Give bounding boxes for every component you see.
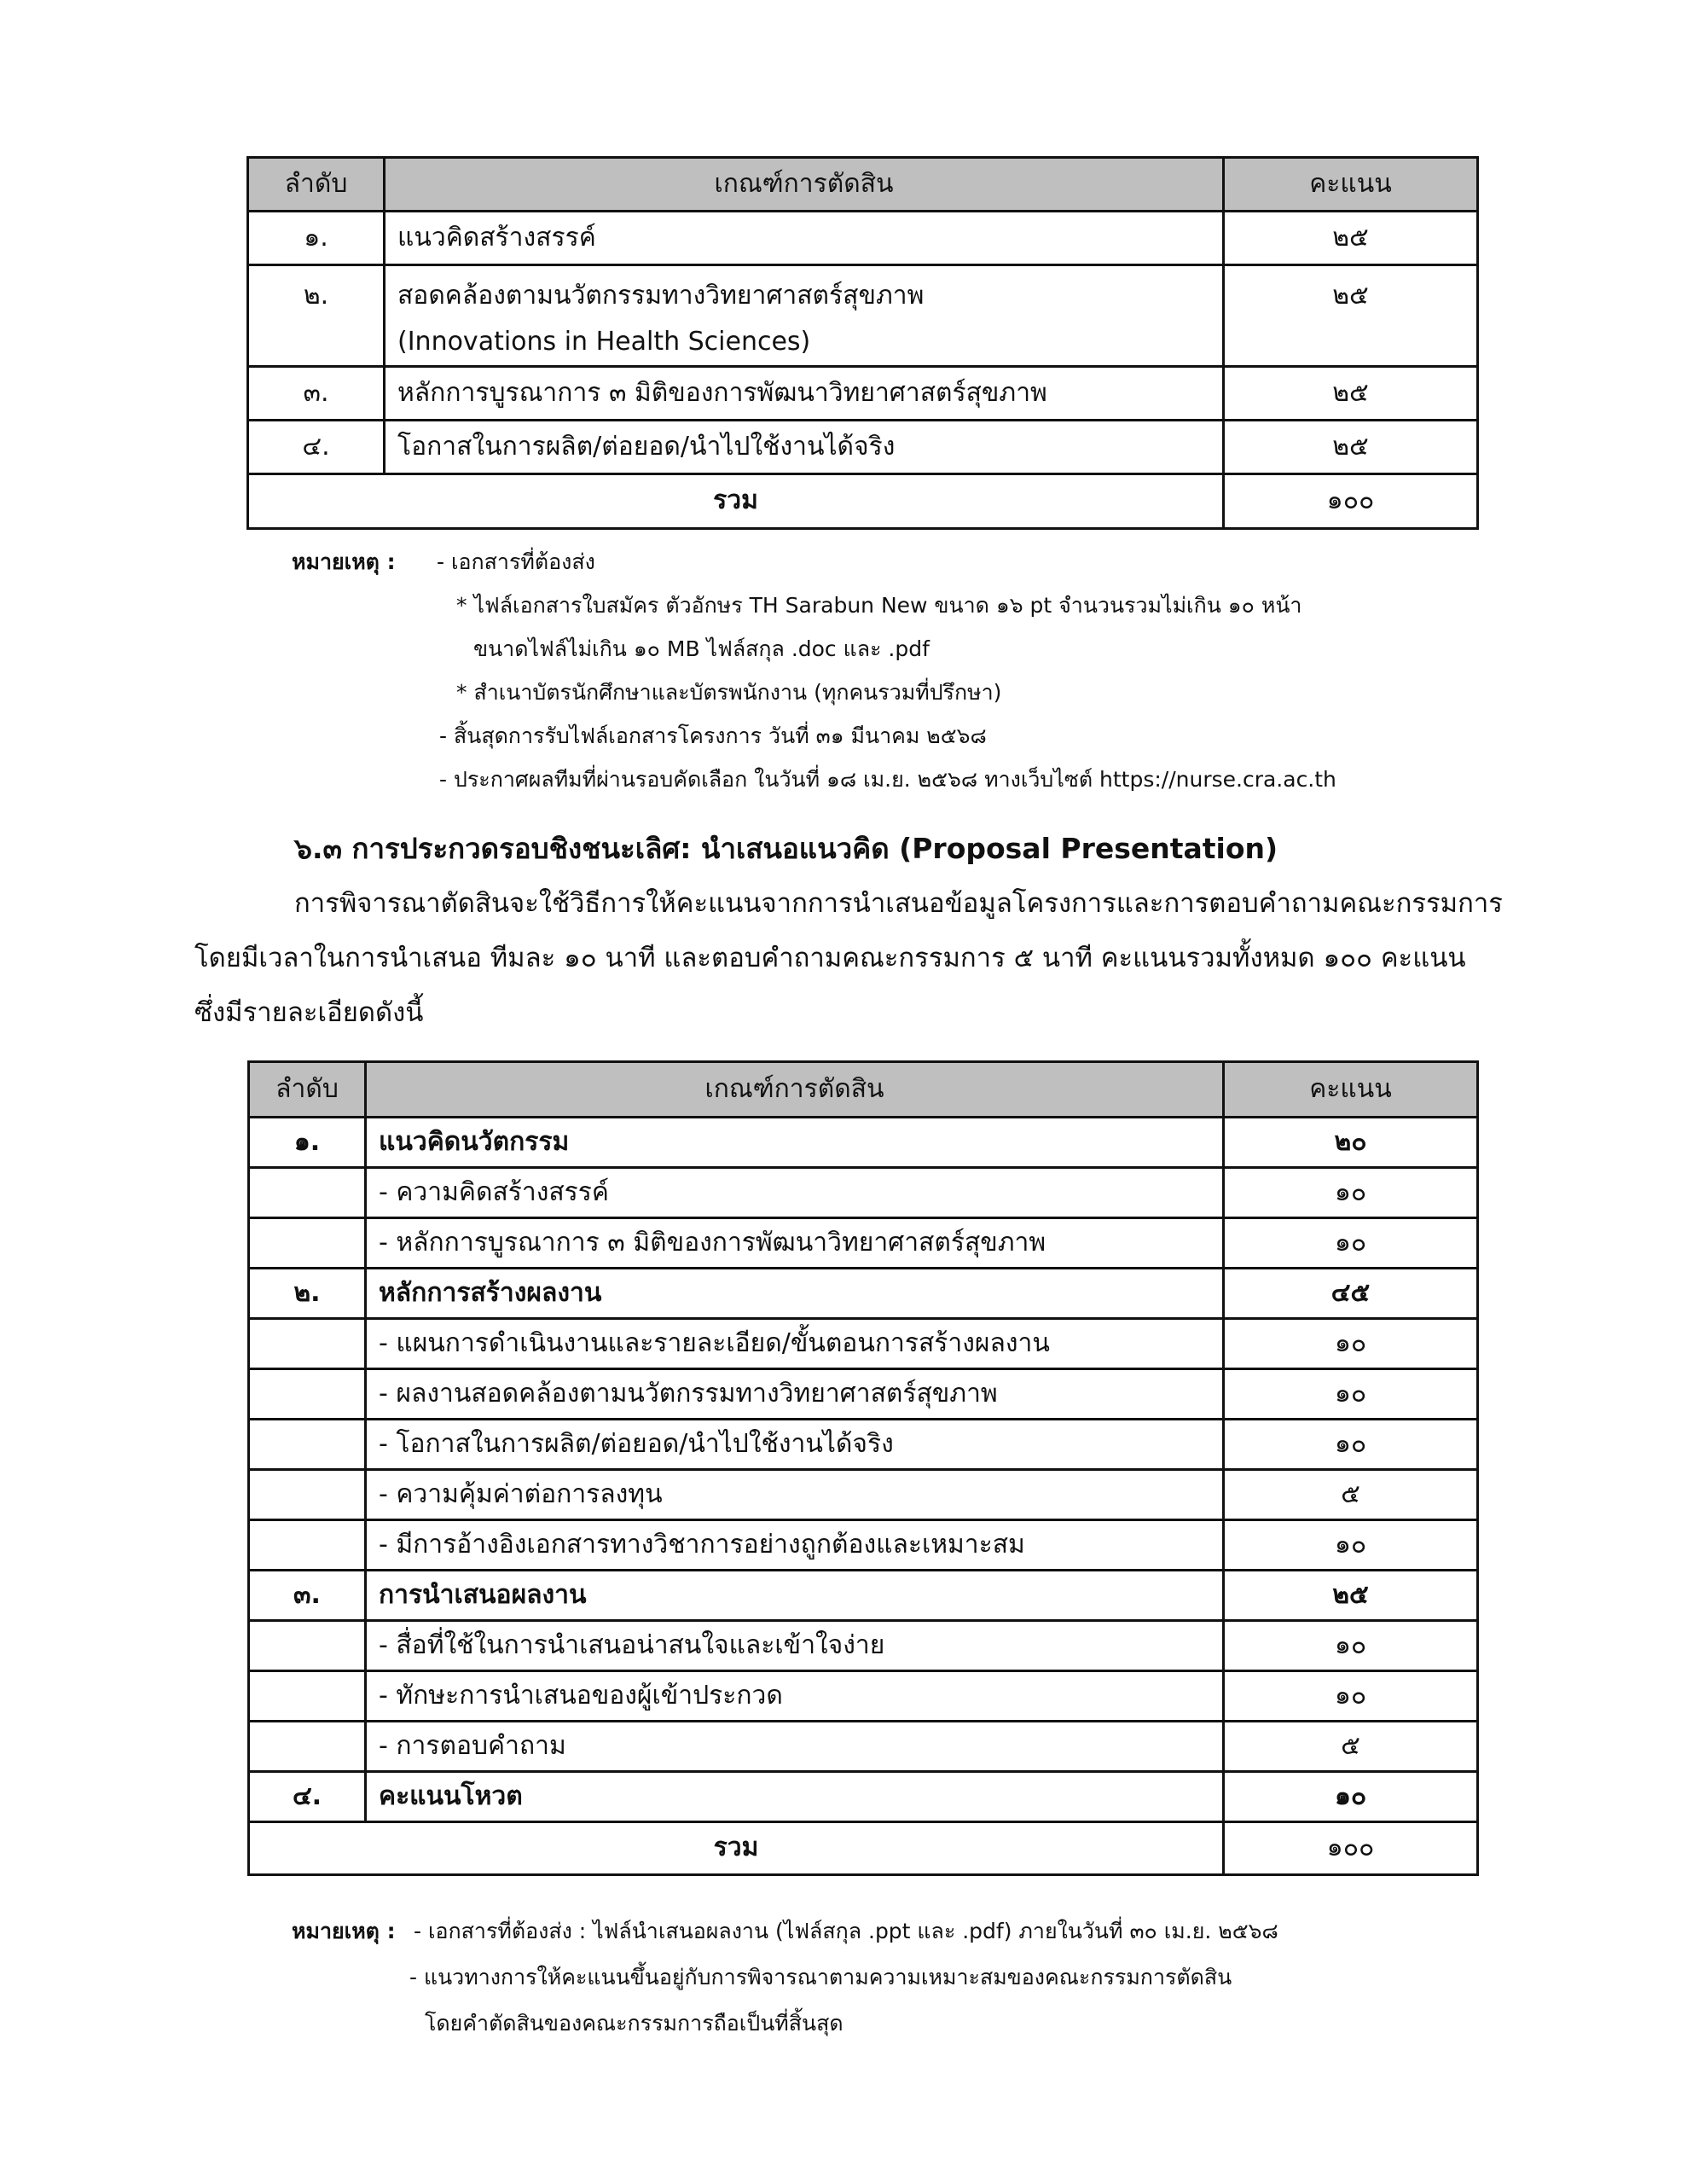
row-score: ๕ bbox=[1224, 1722, 1478, 1772]
note-line: โดยคำตัดสินของคณะกรรมการถือเป็นที่สิ้นสุด bbox=[425, 2011, 844, 2036]
row-criterion: - ทักษะการนำเสนอของผู้เข้าประกวด bbox=[366, 1671, 1224, 1722]
note-line: * สำเนาบัตรนักศึกษาและบัตรพนักงาน (ทุกคนรวมที่ปรึกษา) bbox=[456, 680, 1002, 705]
row-criterion: - แผนการดำเนินงานและรายละเอียด/ขั้นตอนการสร้างผลงาน bbox=[366, 1319, 1224, 1369]
group-row bbox=[249, 1571, 1478, 1621]
row-number bbox=[249, 1722, 366, 1772]
row-number bbox=[249, 1319, 366, 1369]
group-row bbox=[249, 1772, 1478, 1822]
row-score: ๑๐ bbox=[1224, 1621, 1478, 1671]
note-line: * ไฟล์เอกสารใบสมัคร ตัวอักษร TH Sarabun New ขนาด ๑๖ pt จำนวนรวมไม่เกิน ๑๐ หน้า bbox=[456, 593, 1302, 618]
table-header-row bbox=[249, 1062, 1478, 1118]
row-score: ๑๐ bbox=[1224, 1671, 1478, 1722]
subitem-row bbox=[249, 1671, 1478, 1722]
row-score: ๑๐ bbox=[1224, 1168, 1478, 1218]
total-label: รวม bbox=[249, 1822, 1224, 1875]
row-criterion: - มีการอ้างอิงเอกสารทางวิชาการอย่างถูกต้องและเหมาะสม bbox=[366, 1520, 1224, 1571]
final-round-criteria-table bbox=[247, 1060, 1479, 1876]
subitem-row bbox=[249, 1218, 1478, 1269]
row-score: ๕ bbox=[1224, 1470, 1478, 1520]
row-score: ๑๐ bbox=[1224, 1520, 1478, 1571]
row-criterion: - ความคิดสร้างสรรค์ bbox=[366, 1168, 1224, 1218]
header-criterion: เกณฑ์การตัดสิน bbox=[385, 158, 1224, 212]
total-score: ๑๐๐ bbox=[1224, 474, 1478, 529]
row-criterion: แนวคิดสร้างสรรค์ bbox=[385, 212, 1224, 265]
row-number: ๓. bbox=[249, 1571, 366, 1621]
row-score: ๑๐ bbox=[1224, 1369, 1478, 1420]
header-order: ลำดับ bbox=[248, 158, 385, 212]
table-row bbox=[248, 367, 1478, 421]
row-score: ๒๕ bbox=[1224, 1571, 1478, 1621]
note-line: - เอกสารที่ต้องส่ง bbox=[437, 549, 595, 574]
row-score: ๑๐ bbox=[1224, 1772, 1478, 1822]
total-score: ๑๐๐ bbox=[1224, 1822, 1478, 1875]
row-criterion: โอกาสในการผลิต/ต่อยอด/นำไปใช้งานได้จริง bbox=[385, 421, 1224, 474]
row-score: ๑๐ bbox=[1224, 1420, 1478, 1470]
row-number: ๑. bbox=[249, 1118, 366, 1168]
row-number bbox=[249, 1520, 366, 1571]
row-criterion: - สื่อที่ใช้ในการนำเสนอน่าสนใจและเข้าใจง่าย bbox=[366, 1621, 1224, 1671]
total-row bbox=[248, 474, 1478, 529]
row-score: ๒๕ bbox=[1224, 421, 1478, 474]
row-criterion: - โอกาสในการผลิต/ต่อยอด/นำไปใช้งานได้จริง bbox=[366, 1420, 1224, 1470]
header-score: คะแนน bbox=[1224, 158, 1478, 212]
paragraph-line: โดยมีเวลาในการนำเสนอ ทีมละ ๑๐ นาที และตอบคำถามคณะกรรมการ ๕ นาที คะแนนรวมทั้งหมด ๑๐๐ คะแนน bbox=[194, 943, 1466, 973]
subitem-row bbox=[249, 1369, 1478, 1420]
subitem-row bbox=[249, 1319, 1478, 1369]
group-row bbox=[249, 1118, 1478, 1168]
note-line: - เอกสารที่ต้องส่ง : ไฟล์นำเสนอผลงาน (ไฟล์สกุล .ppt และ .pdf) ภายในวันที่ ๓๐ เม.ย. ๒๕๖๘ bbox=[414, 1919, 1278, 1943]
paragraph-line: ซึ่งมีรายละเอียดดังนี้ bbox=[194, 997, 424, 1028]
row-criterion: หลักการบูรณาการ ๓ มิติของการพัฒนาวิทยาศาสตร์สุขภาพ bbox=[385, 367, 1224, 421]
subitem-row bbox=[249, 1520, 1478, 1571]
group-row bbox=[249, 1269, 1478, 1319]
row-criterion: คะแนนโหวต bbox=[366, 1772, 1224, 1822]
row-number bbox=[249, 1369, 366, 1420]
screening-criteria-table bbox=[246, 156, 1479, 530]
row-number: ๓. bbox=[248, 367, 385, 421]
row-criterion: แนวคิดนวัตกรรม bbox=[366, 1118, 1224, 1168]
subitem-row bbox=[249, 1168, 1478, 1218]
subitem-row bbox=[249, 1420, 1478, 1470]
row-criterion: การนำเสนอผลงาน bbox=[366, 1571, 1224, 1621]
row-number: ๒. bbox=[248, 265, 385, 367]
subitem-row bbox=[249, 1722, 1478, 1772]
header-criterion: เกณฑ์การตัดสิน bbox=[366, 1062, 1224, 1118]
row-number: ๑. bbox=[248, 212, 385, 265]
table-row bbox=[248, 212, 1478, 265]
row-criterion: หลักการสร้างผลงาน bbox=[366, 1269, 1224, 1319]
row-number bbox=[249, 1470, 366, 1520]
row-criterion: - หลักการบูรณาการ ๓ มิติของการพัฒนาวิทยาศาสตร์สุขภาพ bbox=[366, 1218, 1224, 1269]
row-criterion-line2: (Innovations in Health Sciences) bbox=[397, 327, 811, 357]
row-number bbox=[249, 1168, 366, 1218]
subitem-row bbox=[249, 1470, 1478, 1520]
row-number bbox=[249, 1671, 366, 1722]
row-score: ๒๐ bbox=[1224, 1118, 1478, 1168]
note-label: หมายเหตุ : bbox=[292, 1919, 396, 1943]
row-score: ๔๕ bbox=[1224, 1269, 1478, 1319]
row-score: ๒๕ bbox=[1224, 367, 1478, 421]
note-line: ขนาดไฟล์ไม่เกิน ๑๐ MB ไฟล์สกุล .doc และ .pdf bbox=[473, 636, 930, 661]
row-score: ๒๕ bbox=[1224, 212, 1478, 265]
section-heading: ๖.๓ การประกวดรอบชิงชนะเลิศ: นำเสนอแนวคิด (Proposal Presentation) bbox=[294, 832, 1278, 865]
total-label: รวม bbox=[248, 474, 1224, 529]
row-number bbox=[249, 1218, 366, 1269]
table-header-row bbox=[248, 158, 1478, 212]
row-number: ๔. bbox=[248, 421, 385, 474]
table-row bbox=[248, 421, 1478, 474]
note-line: - แนวทางการให้คะแนนขึ้นอยู่กับการพิจารณาตามความเหมาะสมของคณะกรรมการตัดสิน bbox=[409, 1965, 1232, 1989]
row-number: ๔. bbox=[249, 1772, 366, 1822]
row-number bbox=[249, 1621, 366, 1671]
note-label: หมายเหตุ : bbox=[292, 549, 396, 574]
row-criterion bbox=[385, 265, 1224, 367]
header-score: คะแนน bbox=[1224, 1062, 1478, 1118]
note-line: - สิ้นสุดการรับไฟล์เอกสารโครงการ วันที่ ๓๑ มีนาคม ๒๕๖๘ bbox=[439, 723, 987, 748]
subitem-row bbox=[249, 1621, 1478, 1671]
paragraph-line: การพิจารณาตัดสินจะใช้วิธีการให้คะแนนจากการนำเสนอข้อมูลโครงการและการตอบคำถามคณะกรรมการ bbox=[294, 888, 1503, 919]
row-score: ๑๐ bbox=[1224, 1218, 1478, 1269]
row-number: ๒. bbox=[249, 1269, 366, 1319]
row-criterion: - ผลงานสอดคล้องตามนวัตกรรมทางวิทยาศาสตร์สุขภาพ bbox=[366, 1369, 1224, 1420]
note-line: - ประกาศผลทีมที่ผ่านรอบคัดเลือก ในวันที่ ๑๘ เม.ย. ๒๕๖๘ ทางเว็บไซต์ https://nurse.cra.ac.th bbox=[439, 767, 1336, 792]
row-criterion: - การตอบคำถาม bbox=[366, 1722, 1224, 1772]
total-row bbox=[249, 1822, 1478, 1875]
row-score: ๒๕ bbox=[1224, 265, 1478, 367]
row-number bbox=[249, 1420, 366, 1470]
row-criterion-line1: สอดคล้องตามนวัตกรรมทางวิทยาศาสตร์สุขภาพ bbox=[397, 281, 925, 311]
row-criterion: - ความคุ้มค่าต่อการลงทุน bbox=[366, 1470, 1224, 1520]
header-order: ลำดับ bbox=[249, 1062, 366, 1118]
row-score: ๑๐ bbox=[1224, 1319, 1478, 1369]
table-row bbox=[248, 265, 1478, 367]
